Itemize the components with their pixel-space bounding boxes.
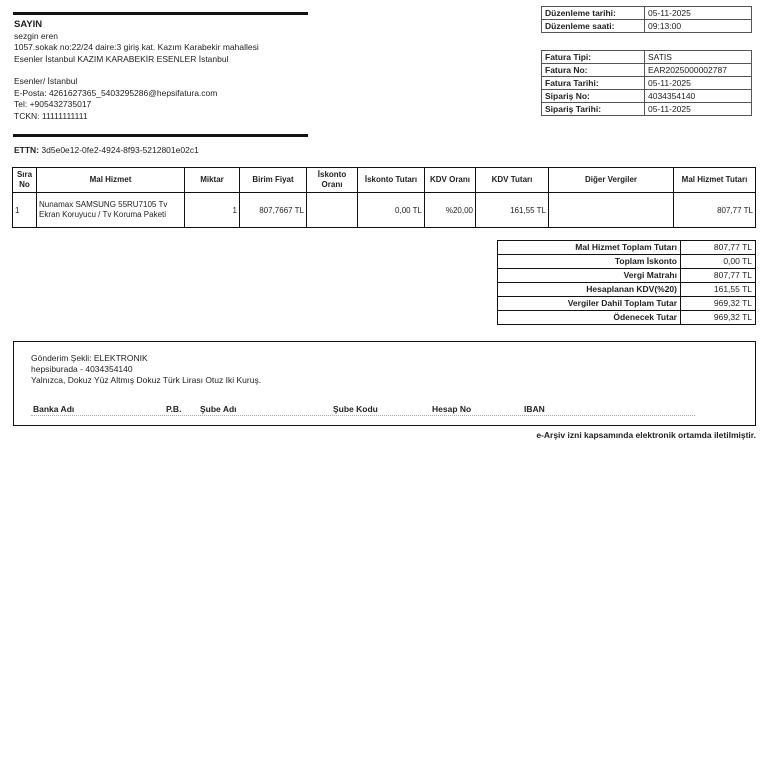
order-date-row (542, 103, 752, 116)
order-date-value: 05-11-2025 (645, 103, 752, 116)
edit-time-value: 09:13:00 (645, 20, 752, 33)
recipient-phone: Tel: +905432735017 (14, 99, 92, 109)
currency-header: P.B. (166, 404, 182, 414)
cell-diger-vergiler (549, 193, 674, 228)
recipient-city: Esenler/ İstanbul (14, 76, 78, 86)
cell-kdv-orani: %20,00 (425, 193, 476, 228)
total-row (498, 269, 756, 283)
payable-label: Ödenecek Tutar (498, 311, 681, 325)
header-mal-hizmet-tutari: Mal Hizmet Tutarı (674, 168, 756, 193)
order-no-label: Sipariş No: (542, 90, 645, 103)
notes-box (13, 341, 756, 426)
recipient-tckn: TCKN: 11111111111 (14, 110, 88, 121)
recipient-name: sezgin eren (14, 30, 58, 41)
header-miktar: Miktar (185, 168, 240, 193)
edit-date-row (542, 7, 752, 20)
header-birim-fiyat: Birim Fiyat (240, 168, 307, 193)
bank-name-header: Banka Adı (33, 404, 75, 414)
ettn-label: ETTN: (14, 145, 40, 155)
total-discount-label: Toplam İskonto (498, 255, 681, 269)
header-mal-hizmet: Mal Hizmet (37, 168, 185, 193)
edit-date-value: 05-11-2025 (645, 7, 752, 20)
header-kdv-orani: KDV Oranı (425, 168, 476, 193)
total-row (498, 241, 756, 255)
recipient-heading: SAYIN (14, 19, 43, 30)
invoice-type-row (542, 51, 752, 64)
invoice-no-value: EAR2025000002787 (645, 64, 752, 77)
cell-sira-no: 1 (13, 193, 37, 228)
header-iskonto-tutari: İskonto Tutarı (358, 168, 425, 193)
order-no-value: 4034354140 (645, 90, 752, 103)
top-rule (13, 12, 308, 15)
invoice-info-table (541, 50, 752, 116)
amount-in-words: Yalnızca, Dokuz Yüz Altmış Dokuz Türk Lirası Otuz Iki Kuruş. (31, 375, 262, 385)
cell-mal-hizmet: Nunamax SAMSUNG 55RU7105 Tv Ekran Koruyucu / Tv Koruma Paketi (37, 193, 185, 228)
tax-base-value: 807,77 TL (681, 269, 756, 283)
order-date-label: Sipariş Tarihi: (542, 103, 645, 116)
vat-value: 161,55 TL (681, 283, 756, 297)
branch-code-header: Şube Kodu (333, 404, 378, 414)
total-row (498, 283, 756, 297)
total-row (498, 297, 756, 311)
tax-base-label: Vergi Matrahı (498, 269, 681, 283)
total-goods-value: 807,77 TL (681, 241, 756, 255)
invoice-type-label: Fatura Tipi: (542, 51, 645, 64)
order-no-row (542, 90, 752, 103)
edit-info-table (541, 6, 752, 33)
recipient-address-1: 1057.sokak no:22/24 daire:3 giriş kat. Kazım Karabekir mahallesi (14, 42, 259, 52)
total-goods-label: Mal Hizmet Toplam Tutarı (498, 241, 681, 255)
iban-header: IBAN (524, 404, 545, 414)
invoice-date-value: 05-11-2025 (645, 77, 752, 90)
ettn-line (14, 145, 199, 155)
ettn-value: 3d5e0e12-0fe2-4924-8f93-5212801e02c1 (41, 145, 199, 155)
total-row (498, 311, 756, 325)
edit-date-label: Düzenleme tarihi: (542, 7, 645, 20)
order-reference: hepsiburada - 4034354140 (31, 364, 133, 374)
vat-label: Hesaplanan KDV(%20) (498, 283, 681, 297)
items-header-row (13, 168, 756, 193)
account-no-header: Hesap No (432, 404, 472, 414)
edit-time-row (542, 20, 752, 33)
recipient-block (14, 19, 314, 122)
totals-table (497, 240, 756, 325)
total-incl-tax-value: 969,32 TL (681, 297, 756, 311)
payable-value: 969,32 TL (681, 311, 756, 325)
branch-header: Şube Adı (200, 404, 237, 414)
edit-time-label: Düzenleme saati: (542, 20, 645, 33)
cell-iskonto-tutari: 0,00 TL (358, 193, 425, 228)
table-row (13, 193, 756, 228)
cell-miktar: 1 (185, 193, 240, 228)
bottom-rule (13, 134, 308, 137)
invoice-no-label: Fatura No: (542, 64, 645, 77)
total-incl-tax-label: Vergiler Dahil Toplam Tutar (498, 297, 681, 311)
cell-mal-hizmet-tutari: 807,77 TL (674, 193, 756, 228)
cell-iskonto-orani (307, 193, 358, 228)
cell-birim-fiyat: 807,7667 TL (240, 193, 307, 228)
recipient-email: E-Posta: 4261627365_5403295286@hepsifatura.com (14, 87, 218, 98)
invoice-date-row (542, 77, 752, 90)
items-table (12, 167, 756, 228)
invoice-date-label: Fatura Tarihi: (542, 77, 645, 90)
total-row (498, 255, 756, 269)
cell-kdv-tutari: 161,55 TL (476, 193, 549, 228)
recipient-address-2: Esenler İstanbul KAZIM KARABEKİR ESENLER İstanbul (14, 53, 229, 64)
total-discount-value: 0,00 TL (681, 255, 756, 269)
invoice-no-row (542, 64, 752, 77)
header-kdv-tutari: KDV Tutarı (476, 168, 549, 193)
header-diger-vergiler: Diğer Vergiler (549, 168, 674, 193)
invoice-type-value: SATIS (645, 51, 752, 64)
header-iskonto-orani: İskonto Oranı (307, 168, 358, 193)
shipping-method: Gönderim Şekli: ELEKTRONIK (31, 353, 148, 363)
notes-text (31, 353, 261, 386)
bank-underline (31, 415, 695, 416)
footer-note: e-Arşiv izni kapsamında elektronik ortamda iletilmiştir. (536, 430, 756, 440)
header-sira-no: Sıra No (13, 168, 37, 193)
